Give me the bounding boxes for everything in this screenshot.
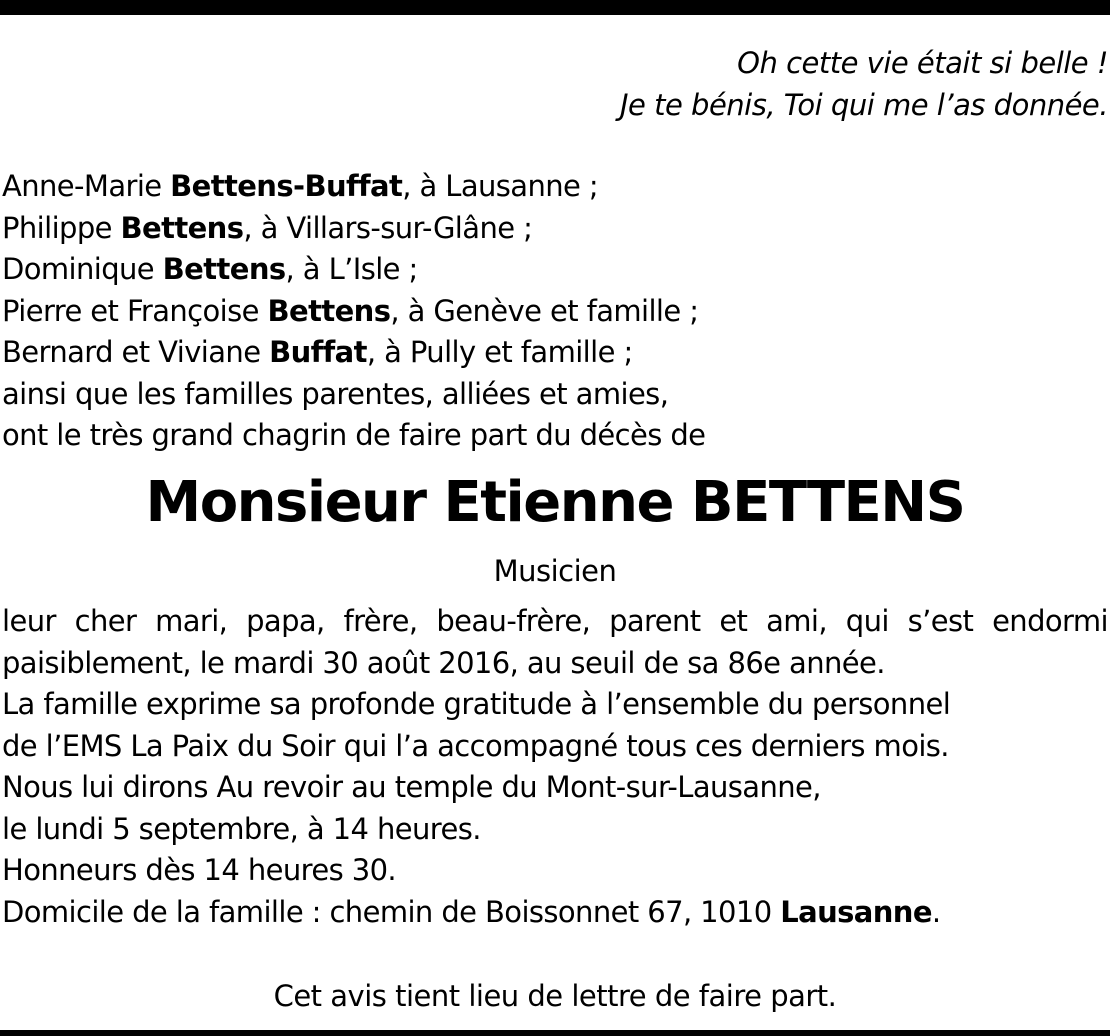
verse-line-1: Oh cette vie était si belle ! (737, 46, 1108, 80)
family-member-given-names: Dominique (2, 252, 163, 286)
bottom-border-rule (0, 1030, 1110, 1036)
domicile-address: Domicile de la famille : chemin de Boissonnet 67, 1010 (2, 894, 781, 929)
deceased-name: Monsieur Etienne BETTENS (145, 470, 965, 535)
body-line: de l’EMS La Paix du Soir qui l’a accompagné tous ces derniers mois. (2, 728, 949, 763)
deceased-occupation: Musicien (493, 554, 617, 588)
body-word: cher (74, 604, 137, 638)
family-member-location: , à Lausanne ; (402, 169, 599, 203)
body-word: et (719, 604, 748, 638)
verse-line-2: Je te bénis, Toi qui me l’as donnée. (620, 88, 1108, 122)
family-member-location: , à Pully et famille ; (366, 335, 633, 369)
body-line: paisiblement, le mardi 30 août 2016, au seuil de sa 86e année. (2, 645, 885, 680)
body-line: le lundi 5 septembre, à 14 heures. (2, 811, 481, 846)
body-word: s’est (907, 604, 974, 638)
epigraph-verse (620, 42, 1108, 126)
body-word: ami, (766, 604, 828, 638)
family-member-given-names: Pierre et Françoise (2, 293, 268, 328)
family-member-location: , à Villars-sur-Glâne ; (243, 210, 533, 245)
family-member-surname: Buffat (269, 335, 367, 369)
body-word: parent (609, 604, 701, 638)
family-member-line (2, 208, 705, 250)
family-member-line (2, 249, 705, 291)
domicile-period: . (931, 894, 941, 929)
family-member-line (2, 332, 705, 374)
announcement-line: ont le très grand chagrin de faire part du décès de (2, 418, 706, 452)
announcement-body (2, 601, 1108, 933)
family-member-line (2, 166, 705, 208)
domicile-city: Lausanne (780, 894, 932, 929)
body-word: frère, (343, 604, 418, 638)
domicile-line (2, 892, 1108, 934)
body-line: Nous lui dirons Au revoir au temple du Mont-sur-Lausanne, (2, 770, 821, 804)
body-word: mari, (155, 604, 228, 638)
body-word: leur (2, 604, 56, 638)
family-member-given-names: Anne-Marie (2, 169, 171, 203)
body-word: papa, (246, 604, 325, 638)
family-member-line (2, 291, 705, 333)
family-member-surname: Bettens (120, 210, 244, 245)
body-word: qui (845, 604, 889, 638)
relatives-line: ainsi que les familles parentes, alliées et amies, (2, 376, 669, 411)
body-line: La famille exprime sa profonde gratitude à l’ensemble du personnel (2, 687, 951, 721)
family-members-list (2, 166, 705, 457)
family-member-given-names: Philippe (2, 210, 121, 245)
family-member-location: , à Genève et famille ; (390, 293, 699, 328)
closing-note: Cet avis tient lieu de lettre de faire part. (273, 979, 837, 1013)
family-member-surname: Bettens-Buffat (170, 169, 403, 203)
body-first-line (2, 601, 1108, 643)
family-member-surname: Bettens (267, 293, 391, 328)
body-word: beau-frère, (436, 604, 591, 638)
family-member-given-names: Bernard et Viviane (2, 335, 270, 369)
top-border-rule (0, 0, 1110, 15)
body-word: endormi (992, 604, 1108, 638)
body-line: Honneurs dès 14 heures 30. (2, 853, 397, 887)
family-member-surname: Bettens (162, 252, 286, 286)
family-member-location: , à L’Isle ; (285, 252, 418, 286)
